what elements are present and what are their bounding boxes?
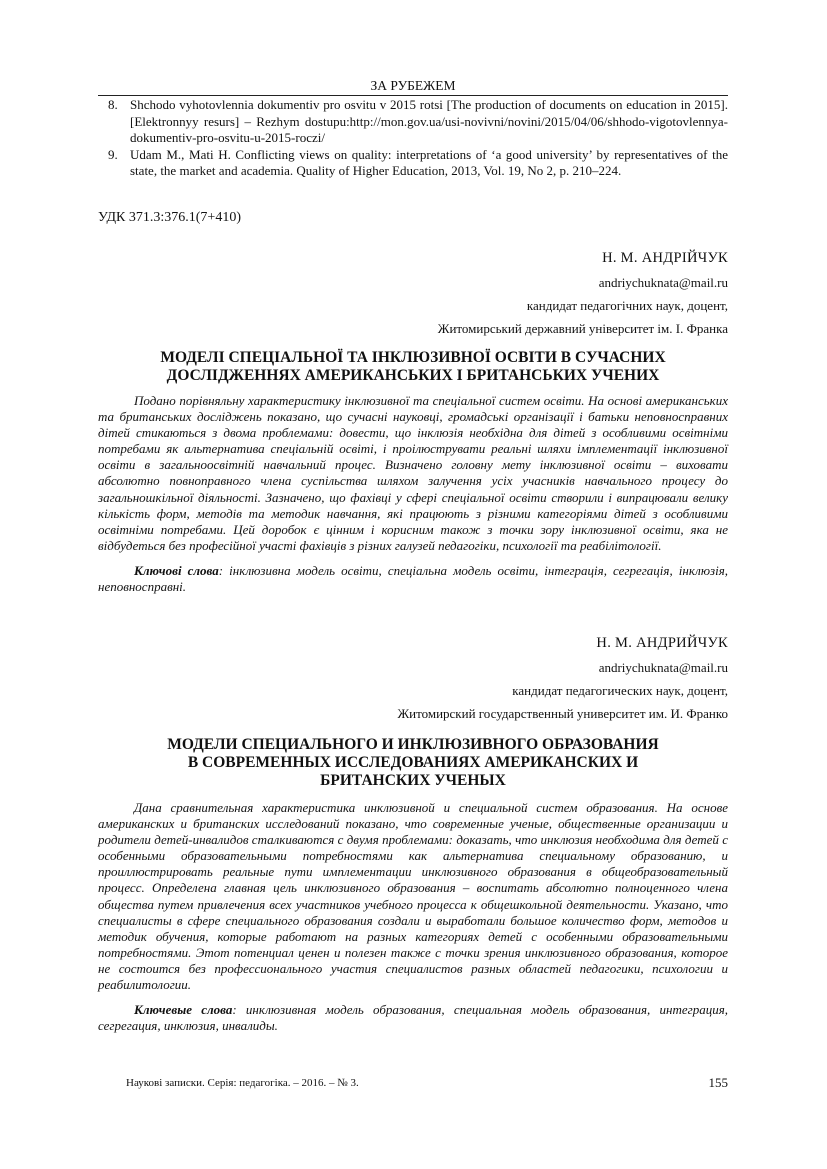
ua-article-header <box>98 250 728 337</box>
ru-keywords <box>98 1002 728 1034</box>
reference-text: Udam M., Mati H. Conflicting views on quality: interpretations of ‘a good university’ by representatives of the state, the market and academia. Quality of Higher Education, 2013, Vol. 19, No 2, p. 210–224. <box>130 146 728 178</box>
reference-text: Shchodo vyhotovlennia dokumentiv pro osvitu v 2015 rotsi [The production of documents on education in 2015]. [Elektronnyy resurs] – Rezhym dostupu:http://mon.gov.ua/usi-novivni/novini/2015/04/06/shhodo-vigotovlennya-dokumentiv-pro-osvitu-u-2015-roczi/ <box>130 97 728 145</box>
ru-article-title <box>98 736 728 790</box>
ru-author-name: Н. М. АНДРИЙЧУК <box>596 635 728 651</box>
running-header: ЗА РУБЕЖЕМ <box>370 78 456 93</box>
ua-keywords-label: Ключові слова <box>134 562 219 578</box>
ru-abstract-block <box>98 800 728 1034</box>
ua-title-line: ДОСЛІДЖЕННЯХ АМЕРИКАНСЬКИХ І БРИТАНСЬКИХ УЧЕНИХ <box>166 367 660 384</box>
header-divider <box>98 95 728 96</box>
ru-author-affiliation: Житомирский государственный университет им. И. Франко <box>397 706 728 721</box>
ua-article-title <box>98 349 728 385</box>
journal-footer: Наукові записки. Серія: педагогіка. – 2016. – № 3. <box>126 1077 359 1089</box>
ua-abstract: Подано порівняльну характеристику інклюзивної та спеціальної систем освіти. На основі американських та британських досліджень показано, що сучасні науковці, громадські організації і батьки неповносправних дітей стикаються з двома проблемами: довести, що інклюзія необхідна для дітей з особливими освітніми потребами як альтернатива спеціальній освіті, і проілюструвати реальні шляхи імплементації інклюзивної освіти в загальноосвітній навчальний процес. Визначено головну мету інклюзивної освіти – виховати абсолютно повноправного члена суспільства шляхом залучення усіх учасників навчального процесу до загальношкільної діяльності. Зазначено, що фахівці у сфері спеціальної освіти створили і випрацювали велику кількість форм, методів та методик навчання, які працюють з різними категоріями дітей з особливими освітніми потребами. Цей доробок є цінним і корисним також з точки зору інклюзивної освіти, яка не відбудеться без професійної участі фахівців з різних галузей педагогіки, психології та реабілітології. <box>98 393 728 553</box>
ua-author-degree: кандидат педагогічних наук, доцент, <box>526 298 728 313</box>
ru-abstract: Дана сравнительная характеристика инклюзивной и специальной систем образования. На основе американских и британских исследований показано, что современные ученые, общественные организации и родители детей-инвалидов сталкиваются с двумя проблемами: доказать, что инклюзия необходима для детей с особенными образовательными потребностями как альтернатива специальному образованию, и проиллюстрировать реальные пути имплементации инклюзивного образования в общеобразовательный процесс. Определена главная цель инклюзивного образования – воспитать абсолютно полноценного члена общества путем привлечения всех участников учебного процесса к общешкольной деятельности. Указано, что специалисты в сфере специального образования создали и выработали большое количество форм, методов и методик обучения, которые работают на разных категориях детей с особенными образовательными потребностями. Этот потенциал ценен и полезен также с точки зрения инклюзивного образования, которое не состоится без профессионального участия специалистов разных областей педагогики, психологии и реабилитологии. <box>98 800 728 993</box>
udk-code: УДК 371.3:376.1(7+410) <box>98 210 241 225</box>
reference-item <box>98 97 728 147</box>
ua-author-affiliation: Житомирський державний університет ім. І. Франка <box>437 321 728 336</box>
ua-abstract-block <box>98 393 728 595</box>
ru-title-line: МОДЕЛИ СПЕЦИАЛЬНОГО И ИНКЛЮЗИВНОГО ОБРАЗОВАНИЯ <box>167 736 659 753</box>
ru-keywords-label: Ключевые слова <box>134 1002 233 1018</box>
ru-title-line: В СОВРЕМЕННЫХ ИССЛЕДОВАНИЯХ АМЕРИКАНСКИХ И <box>187 754 639 771</box>
ru-article-header <box>98 635 728 722</box>
ua-author-email: andriychuknata@mail.ru <box>598 275 728 290</box>
reference-number: 9. <box>108 146 118 162</box>
ru-author-degree: кандидат педагогических наук, доцент, <box>512 683 728 698</box>
ru-title-line: БРИТАНСКИХ УЧЕНЫХ <box>320 772 506 789</box>
ua-keywords-text: : інклюзивна модель освіти, спеціальна модель освіти, інтеграція, сегрегація, інклюзія, неповносправні. <box>98 562 728 595</box>
reference-item <box>98 147 728 180</box>
ru-keywords-text: : инклюзивная модель образования, специальная модель образования, интеграция, сегрегация, инклюзия, инвалиды. <box>98 1002 728 1034</box>
page-number: 155 <box>708 1075 728 1090</box>
ru-author-email: andriychuknata@mail.ru <box>598 660 728 675</box>
reference-number: 8. <box>108 97 118 112</box>
ua-author-name: Н. М. АНДРІЙЧУК <box>602 250 728 266</box>
reference-list <box>98 97 728 180</box>
ua-keywords <box>98 563 728 595</box>
ua-title-line: МОДЕЛІ СПЕЦІАЛЬНОЇ ТА ІНКЛЮЗИВНОЇ ОСВІТИ В СУЧАСНИХ <box>160 349 666 366</box>
